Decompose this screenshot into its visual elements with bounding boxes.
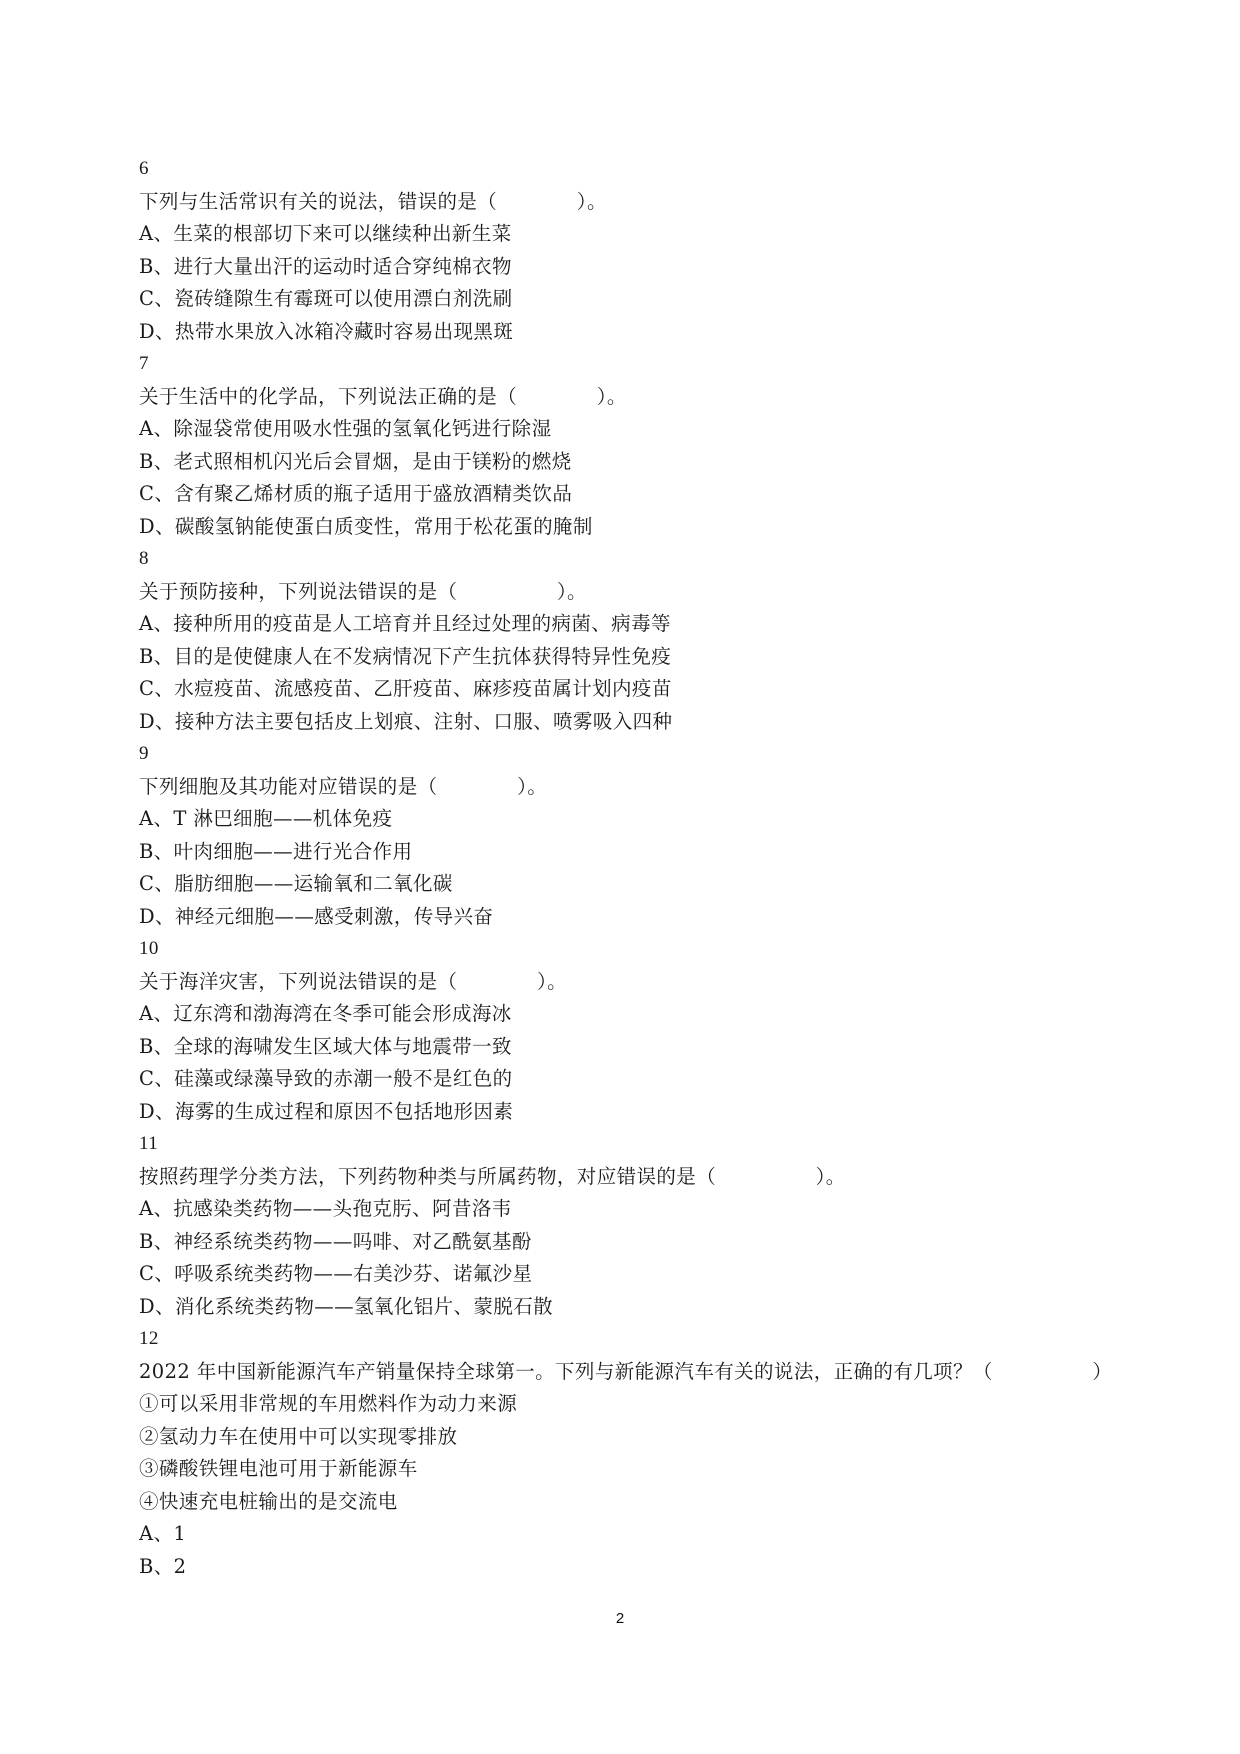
question-item <box>139 738 1179 933</box>
answer-option: B、神经系统类药物——吗啡、对乙酰氨基酚 <box>139 1229 532 1253</box>
question-stem: 关于预防接种，下列说法错误的是（ ）。 <box>139 579 587 603</box>
answer-option: ②氢动力车在使用中可以实现零排放 <box>139 1424 458 1448</box>
question-item <box>139 1128 1179 1323</box>
answer-option: C、硅藻或绿藻导致的赤潮一般不是红色的 <box>139 1067 513 1090</box>
question-number: 11 <box>139 1133 159 1154</box>
answer-option: B、进行大量出汗的运动时适合穿纯棉衣物 <box>139 254 512 278</box>
answer-option: A、生菜的根部切下来可以继续种出新生菜 <box>139 222 512 245</box>
answer-option: D、神经元细胞——感受刺激，传导兴奋 <box>139 904 494 928</box>
question-stem: 关于海洋灾害，下列说法错误的是（ ）。 <box>139 969 568 993</box>
question-stem: 2022 年中国新能源汽车产销量保持全球第一。下列与新能源汽车有关的说法，正确的有几项？（ ） <box>139 1359 1113 1383</box>
answer-option: A、接种所用的疫苗是人工培育并且经过处理的病菌、病毒等 <box>139 612 671 635</box>
question-number: 7 <box>139 353 149 374</box>
answer-option: D、碳酸氢钠能使蛋白质变性，常用于松花蛋的腌制 <box>139 514 593 538</box>
answer-option: A、抗感染类药物——头孢克肟、阿昔洛韦 <box>139 1197 512 1220</box>
answer-option: D、海雾的生成过程和原因不包括地形因素 <box>139 1099 514 1123</box>
question-number: 10 <box>139 938 159 959</box>
question-number: 6 <box>139 158 149 179</box>
question-number: 12 <box>139 1328 159 1349</box>
answer-option: B、2 <box>139 1554 187 1578</box>
answer-option: C、呼吸系统类药物——右美沙芬、诺氟沙星 <box>139 1262 533 1285</box>
answer-option: C、瓷砖缝隙生有霉斑可以使用漂白剂洗刷 <box>139 287 513 310</box>
question-item <box>139 933 1179 1128</box>
answer-option: C、脂肪细胞——运输氧和二氧化碳 <box>139 872 453 895</box>
answer-option: A、除湿袋常使用吸水性强的氢氧化钙进行除湿 <box>139 417 552 440</box>
answer-option: A、T 淋巴细胞——机体免疫 <box>139 807 393 830</box>
answer-option: A、辽东湾和渤海湾在冬季可能会形成海冰 <box>139 1002 512 1025</box>
answer-option: ④快速充电桩输出的是交流电 <box>139 1489 398 1513</box>
answer-option: B、目的是使健康人在不发病情况下产生抗体获得特异性免疫 <box>139 644 672 668</box>
answer-option: D、接种方法主要包括皮上划痕、注射、口服、喷雾吸入四种 <box>139 709 673 733</box>
answer-option: ③磷酸铁锂电池可用于新能源车 <box>139 1457 418 1480</box>
answer-option: C、水痘疫苗、流感疫苗、乙肝疫苗、麻疹疫苗属计划内疫苗 <box>139 677 672 700</box>
question-stem: 下列与生活常识有关的说法，错误的是（ ）。 <box>139 189 607 213</box>
question-number: 8 <box>139 548 149 569</box>
answer-option: D、消化系统类药物——氢氧化铝片、蒙脱石散 <box>139 1294 554 1318</box>
question-item <box>139 153 1179 348</box>
question-list <box>139 153 1179 1583</box>
question-stem: 下列细胞及其功能对应错误的是（ ）。 <box>139 774 548 798</box>
question-item <box>139 1323 1179 1583</box>
answer-option: A、1 <box>139 1522 187 1545</box>
page-number: 2 <box>615 1610 625 1627</box>
answer-option: B、老式照相机闪光后会冒烟，是由于镁粉的燃烧 <box>139 449 572 473</box>
question-stem: 关于生活中的化学品，下列说法正确的是（ ）。 <box>139 384 627 408</box>
question-item <box>139 348 1179 543</box>
answer-option: D、热带水果放入冰箱冷藏时容易出现黑斑 <box>139 319 514 343</box>
question-stem: 按照药理学分类方法，下列药物种类与所属药物，对应错误的是（ ）。 <box>139 1164 846 1188</box>
answer-option: ①可以采用非常规的车用燃料作为动力来源 <box>139 1392 518 1415</box>
question-item <box>139 543 1179 738</box>
question-number: 9 <box>139 743 149 764</box>
answer-option: B、叶肉细胞——进行光合作用 <box>139 839 413 863</box>
answer-option: B、全球的海啸发生区域大体与地震带一致 <box>139 1034 512 1058</box>
answer-option: C、含有聚乙烯材质的瓶子适用于盛放酒精类饮品 <box>139 482 573 505</box>
